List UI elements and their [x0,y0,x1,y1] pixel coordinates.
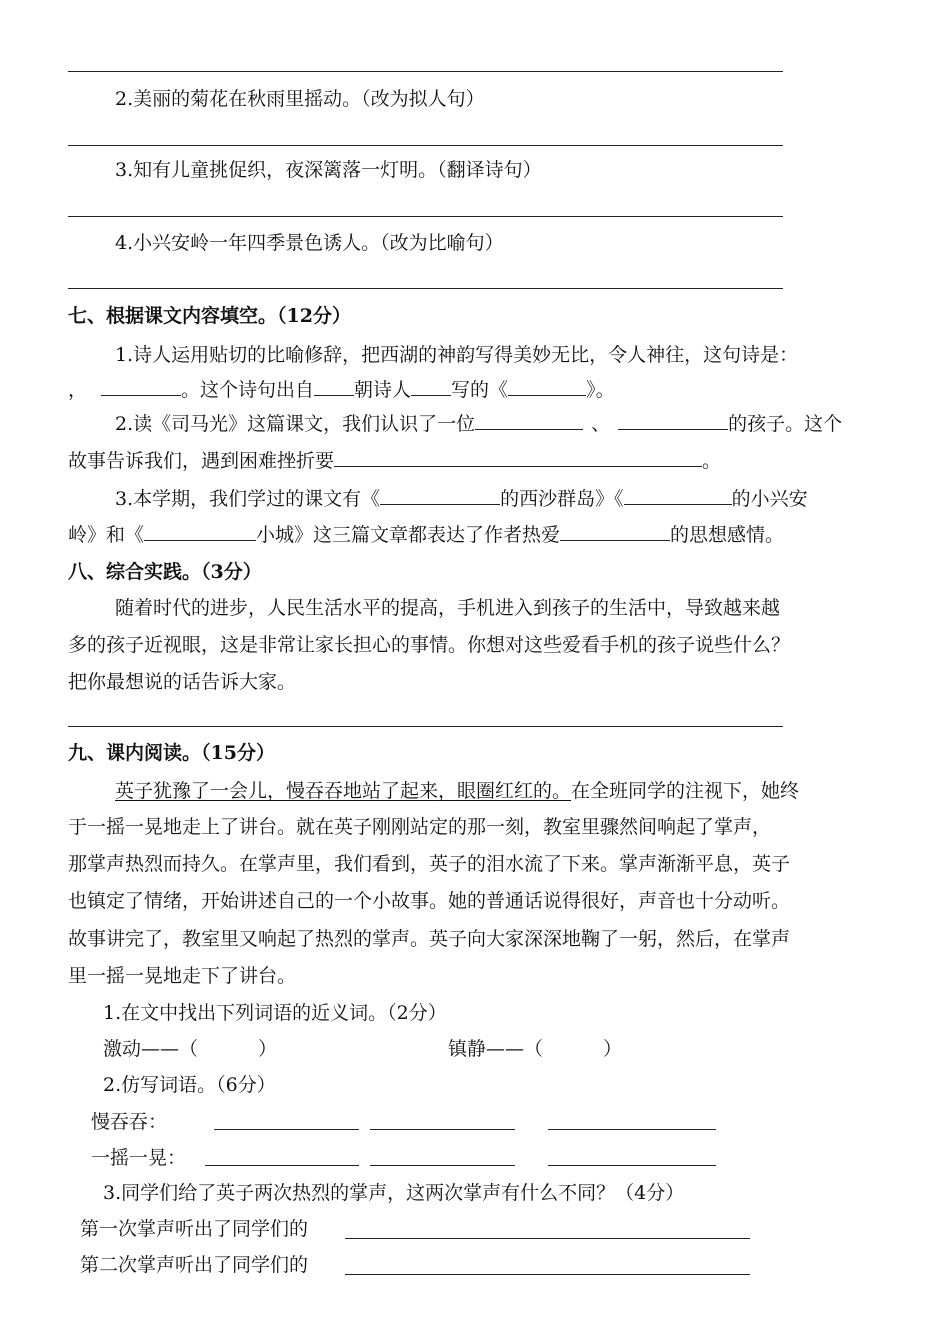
blank-lesson[interactable] [334,448,702,467]
s9-q3: 3.同学们给了英子两次热烈的掌声，这两次掌声有什么不同？（4分） [103,1182,685,1204]
s9-p-line2: 于一摇一晃地走上了讲台。就在英子刚刚站定的那一刻，教室里骤然间响起了掌声， [68,816,772,838]
s7-q2-line1: 2.读《司马光》这篇课文，我们认识了一位 、 的孩子。这个 [115,413,843,435]
s7-q1-line2: ， 。这个诗句出自 朝诗人 写的《 》。 [68,379,615,401]
s9-q3-a: 第一次掌声听出了同学们的 [80,1218,309,1240]
s7-q2-line2: 故事告诉我们，遇到困难挫折要 。 [68,450,722,472]
imitate-blank-a3[interactable] [548,1129,716,1130]
s9-p-line4: 也镇定了情绪，开始讲述自己的一个小故事。她的普通话说得很好，声音也十分动听。 [68,890,791,912]
s9-q2-a-label: 慢吞吞： [91,1111,168,1133]
s6-q2: 2.美丽的菊花在秋雨里摇动。（改为拟人句） [115,88,485,110]
imitate-blank-b1[interactable] [205,1165,359,1166]
blank-poet[interactable] [411,377,451,396]
s8-line2: 多的孩子近视眼，这是非常让家长担心的事情。你想对这些爱看手机的孩子说些什么？ [68,634,791,656]
blank-town[interactable] [144,522,256,541]
s9-q1-a: 激动——（ ） [103,1038,278,1060]
s9-p-line3: 那掌声热烈而持久。在掌声里，我们看到，英子的泪水流了下来。掌声渐渐平息，英子 [68,853,791,875]
s9-p-line1: 英子犹豫了一会儿，慢吞吞地站了起来，眼圈红红的。在全班同学的注视下，她终 [115,780,800,802]
blank-poem[interactable] [101,377,181,396]
answer-line-q3[interactable] [68,216,783,217]
s8-line3: 把你最想说的话告诉大家。 [68,671,297,693]
applause-blank-1[interactable] [345,1238,750,1239]
s9-q1: 1.在文中找出下列词语的近义词。（2分） [103,1002,447,1024]
section-8-title: 八、综合实践。（3分） [68,561,262,583]
applause-blank-2[interactable] [345,1274,750,1275]
blank-title[interactable] [508,377,586,396]
imitate-blank-a2[interactable] [370,1129,515,1130]
blank-love[interactable] [560,522,670,541]
blank-dynasty[interactable] [314,377,354,396]
answer-line-q1[interactable] [68,71,783,72]
s9-q2: 2.仿写词语。（6分） [103,1074,276,1096]
s9-p-line6: 里一摇一晃地走下了讲台。 [68,965,297,987]
blank-trait-1[interactable] [475,411,583,430]
s9-q2-b-label: 一摇一晃： [91,1147,187,1169]
s6-q3: 3.知有儿童挑促织，夜深篱落一灯明。（翻译诗句） [115,159,542,181]
s9-q1-b: 镇静——（ ） [448,1038,623,1060]
s6-q4: 4.小兴安岭一年四季景色诱人。（改为比喻句） [115,232,504,254]
section-7-title: 七、根据课文内容填空。（12分） [68,305,351,327]
answer-line-s8[interactable] [68,726,783,727]
answer-line-q4[interactable] [68,288,783,289]
s9-p-line5: 故事讲完了，教室里又响起了热烈的掌声。英子向大家深深地鞠了一躬，然后，在掌声 [68,928,791,950]
imitate-blank-a1[interactable] [214,1129,359,1130]
s9-q3-b: 第二次掌声听出了同学们的 [80,1254,309,1276]
s7-q3-line2: 岭》和《 小城》这三篇文章都表达了作者热爱 的思想感情。 [68,524,785,546]
s7-q3-line1: 3.本学期，我们学过的课文有《 的西沙群岛》《 的小兴安 [115,488,808,510]
imitate-blank-b3[interactable] [548,1165,716,1166]
s8-line1: 随着时代的进步，人民生活水平的提高，手机进入到孩子的生活中，导致越来越 [115,597,781,619]
imitate-blank-b2[interactable] [370,1165,515,1166]
section-9-title: 九、课内阅读。（15分） [68,742,275,764]
blank-xinganling[interactable] [624,486,732,505]
blank-xisha[interactable] [380,486,500,505]
underlined-sentence: 英子犹豫了一会儿，慢吞吞地站了起来，眼圈红红的。 [115,780,572,802]
blank-trait-2[interactable] [618,411,728,430]
s7-q1-line1: 1.诗人运用贴切的比喻修辞，把西湖的神韵写得美妙无比，令人神往，这句诗是： [115,344,799,366]
answer-line-q2[interactable] [68,145,783,146]
